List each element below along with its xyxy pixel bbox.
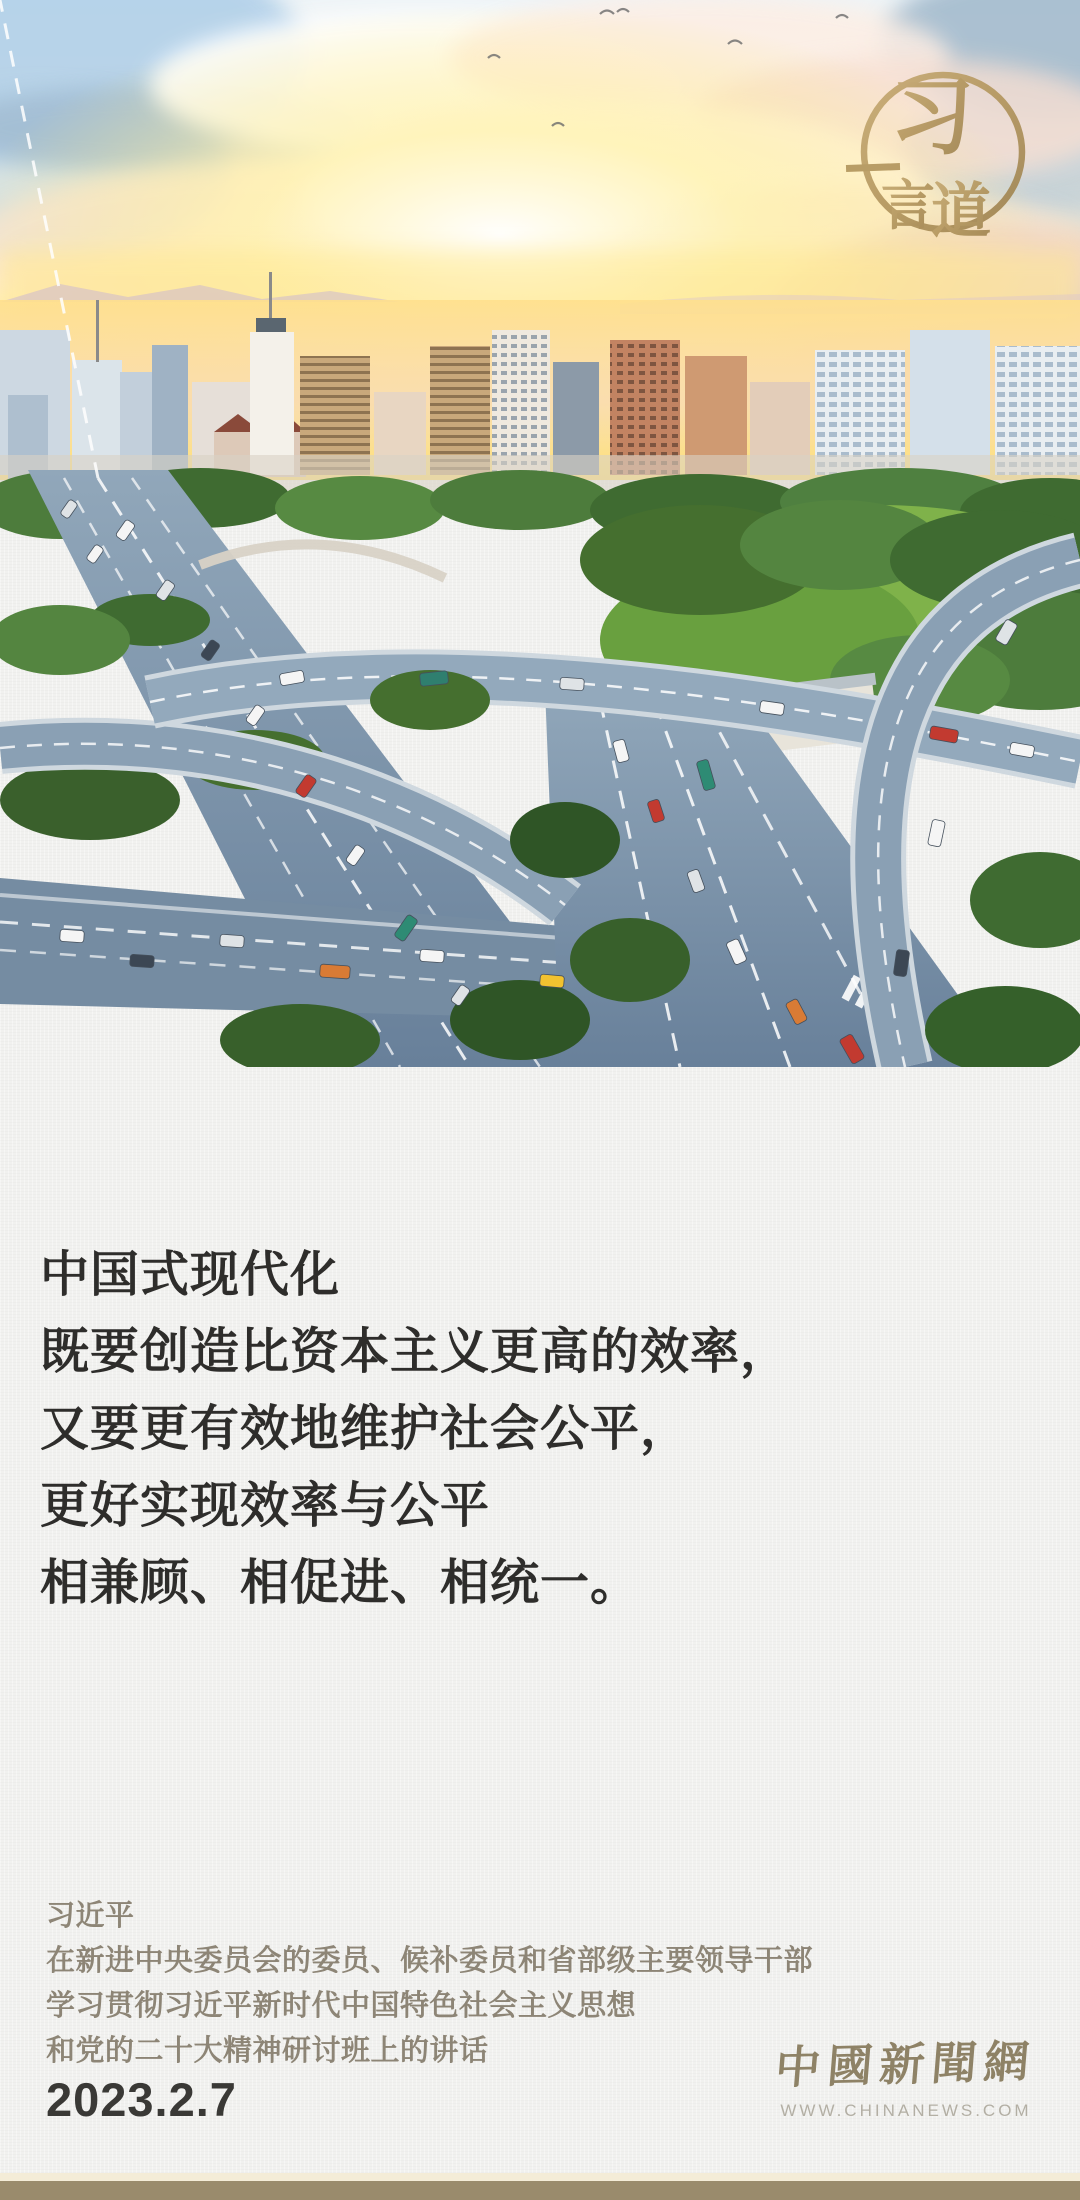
quote-line: 既要创造比资本主义更高的效率， [40,1324,791,1379]
quote-line: 更好实现效率与公平 [40,1478,491,1533]
sunset-city-photo [0,0,1080,1067]
speaker-name: 习近平 [46,1900,135,1932]
chinanews-logo [773,2028,1039,2121]
quote-line: 又要更有效地维护社会公平， [40,1401,691,1456]
speech-date: 2023.2.7 [46,2073,237,2126]
logo-char-yan: 言 [881,173,935,237]
quote-line: 中国式现代化 [40,1247,341,1302]
logo-char-dao: 道 [931,177,991,247]
speech-occasion-line: 在新进中央委员会的委员、候补委员和省部级主要领导干部 [46,1945,814,1977]
speech-occasion-line: 学习贯彻习近平新时代中国特色社会主义思想 [46,1990,637,2022]
quote-line: 相兼顾、相促进、相统一。 [40,1555,641,1610]
footer-bar-cream [0,2173,1080,2181]
footer-bar-tan [0,2181,1080,2200]
sunset-city-illustration [0,0,1080,1067]
logo-char-xi: 习 [889,67,975,166]
chinanews-url: WWW.CHINANEWS.COM [780,2101,1032,2120]
speech-occasion-line: 和党的二十大精神研讨班上的讲话 [46,2035,489,2067]
chinanews-calligraphy: 中國新聞網 [773,2034,1039,2095]
quote-text [40,1236,1040,1621]
